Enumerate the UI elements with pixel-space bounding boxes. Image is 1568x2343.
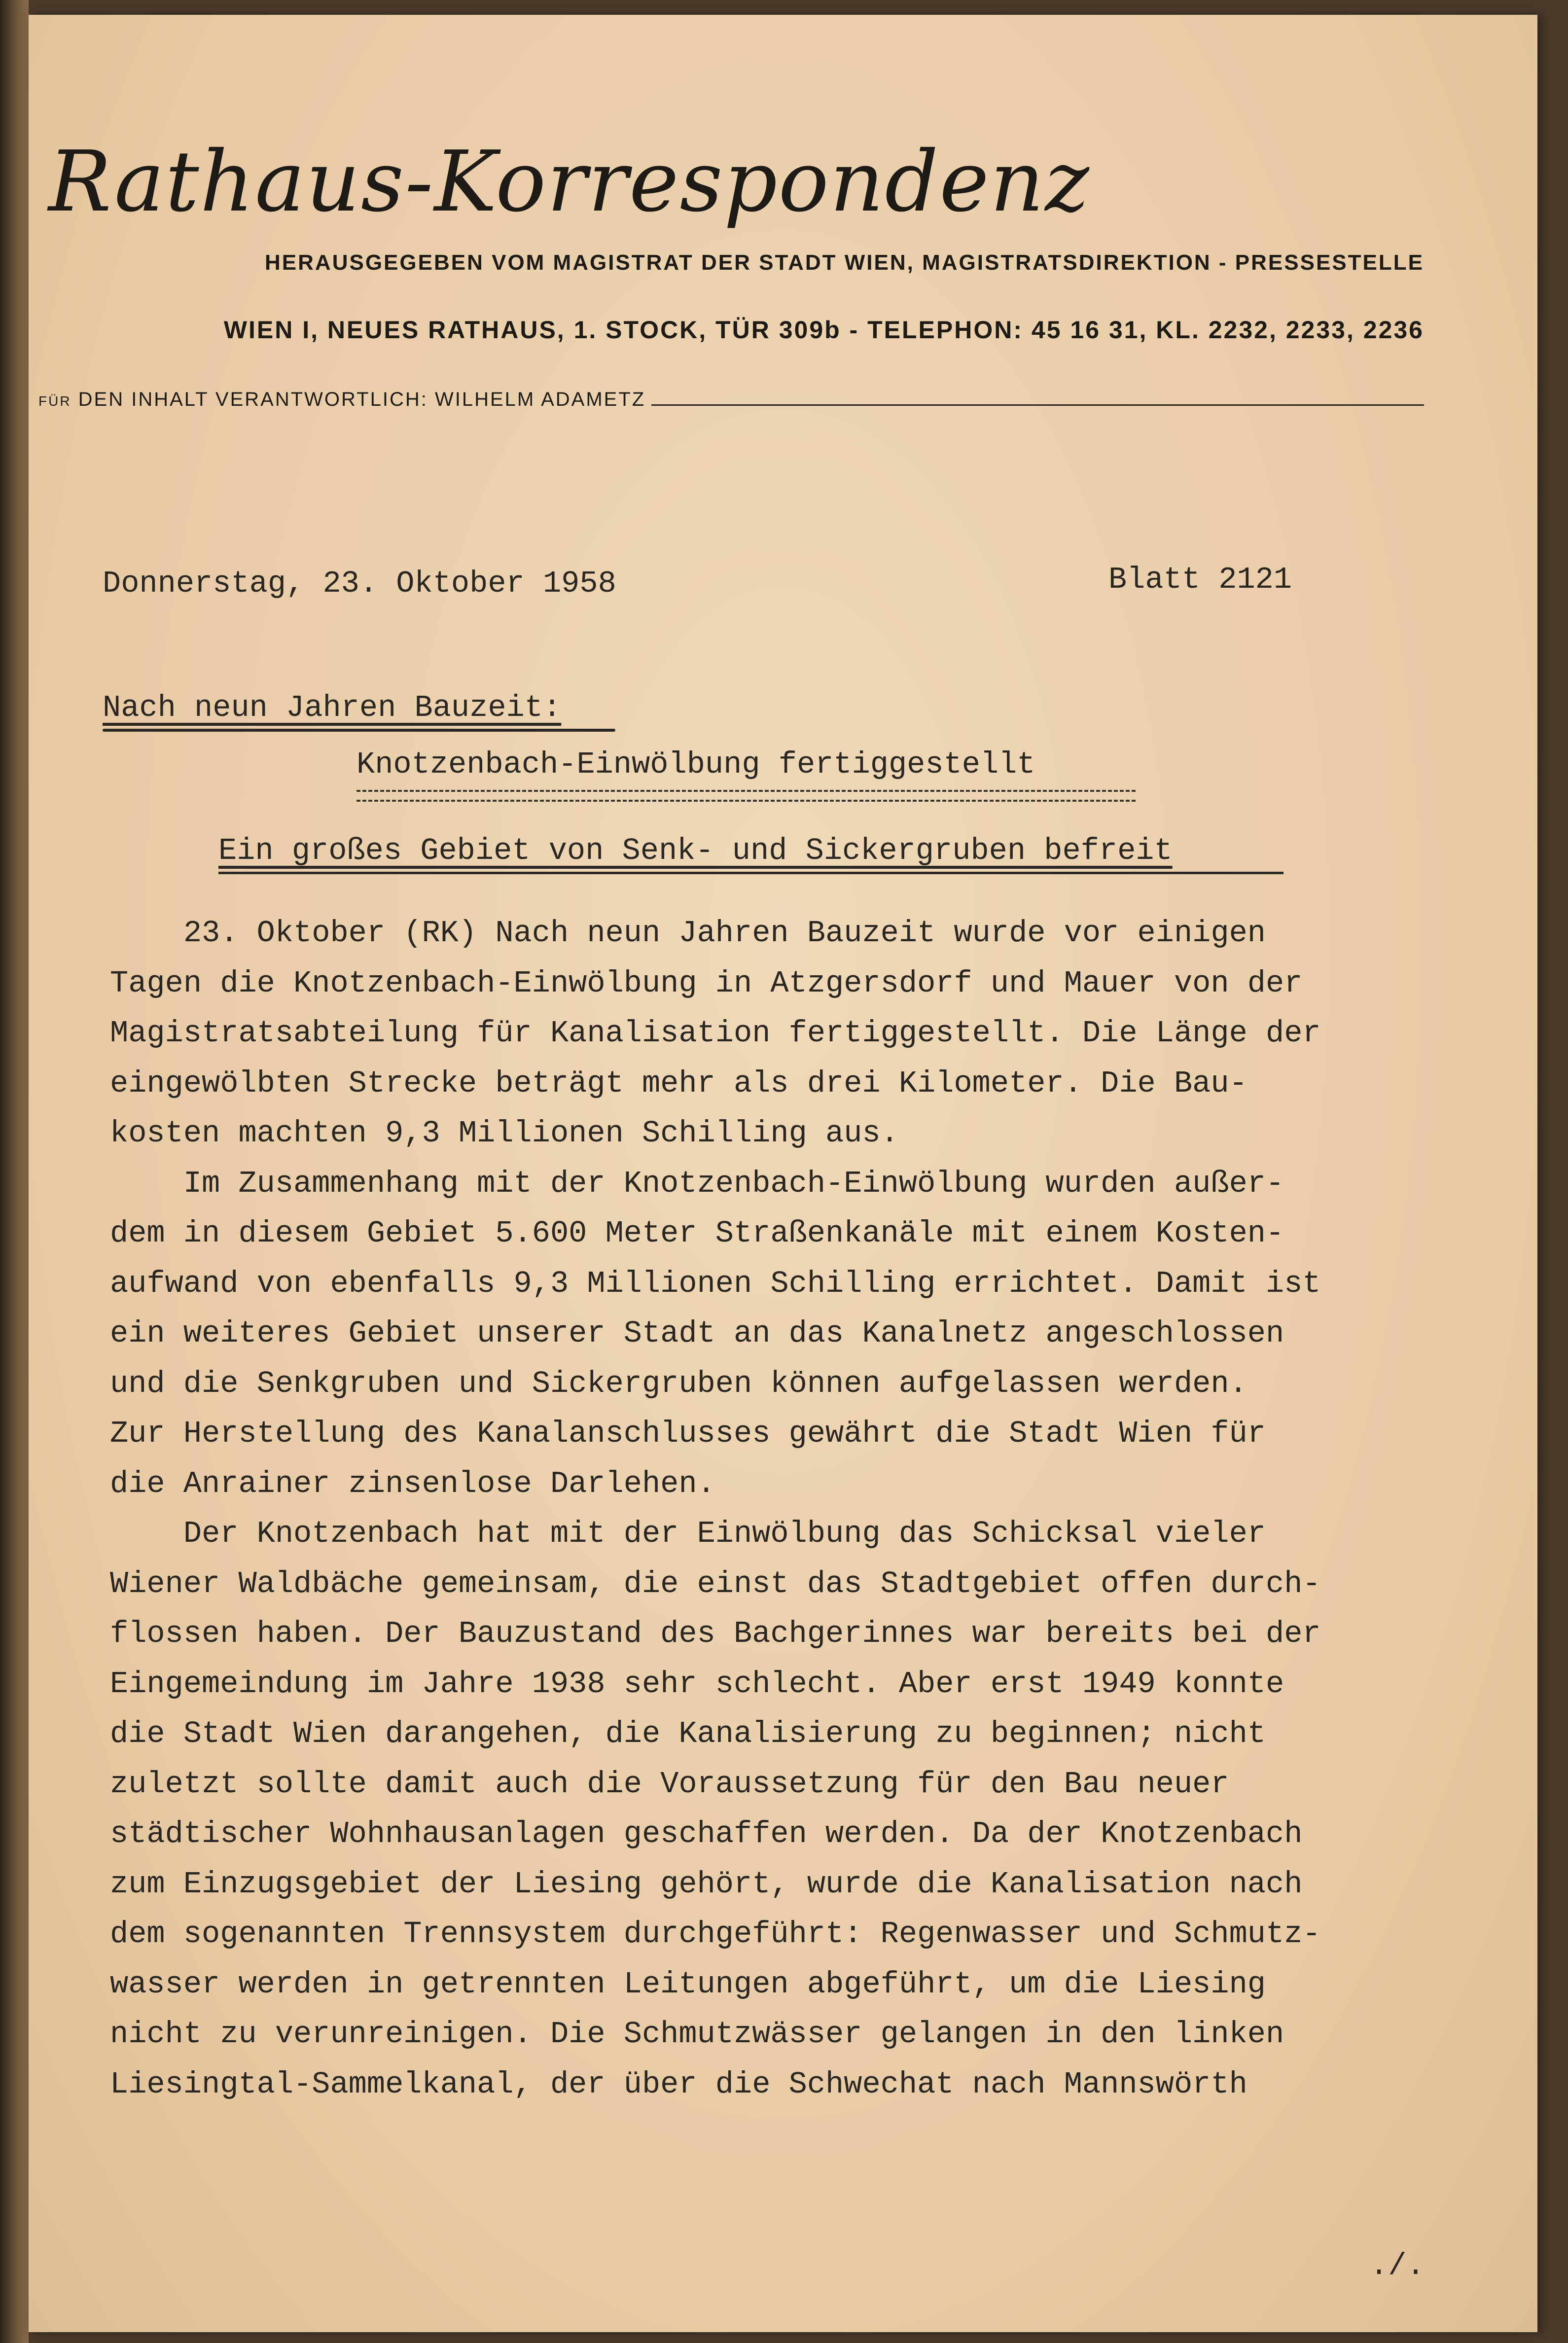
publisher-line: HERAUSGEGEBEN VOM MAGISTRAT DER STADT WIEN, MAGISTRATSDIREKTION - PRESSESTELLE	[265, 250, 1424, 275]
body-line: 23. Oktober (RK) Nach neun Jahren Bauzeit wurde vor einigen	[110, 916, 1266, 951]
article-headline: Knotzenbach-Einwölbung fertiggestellt	[356, 747, 1035, 782]
body-line: kosten machten 9,3 Millionen Schilling aus.	[110, 1116, 899, 1151]
body-line: Im Zusammenhang mit der Knotzenbach-Einwölbung wurden außer-	[110, 1166, 1284, 1201]
sheet-number: Blatt 2121	[1108, 562, 1292, 597]
body-line: die Anrainer zinsenlose Darlehen.	[110, 1466, 715, 1501]
masthead-title: Rathaus-Korrespondenz	[48, 133, 1090, 231]
continued-mark: ./.	[1370, 2248, 1425, 2283]
article-body	[110, 908, 1520, 2109]
article-subheadline: Ein großes Gebiet von Senk- und Sickergruben befreit	[218, 833, 1173, 868]
body-line: flossen haben. Der Bauzustand des Bachgerinnes war bereits bei der	[110, 1616, 1321, 1651]
body-line: Wiener Waldbäche gemeinsam, die einst das Stadtgebiet offen durch-	[110, 1566, 1321, 1601]
body-line: nicht zu verunreinigen. Die Schmutzwässer gelangen in den linken	[110, 2017, 1284, 2052]
body-line: die Stadt Wien darangehen, die Kanalisierung zu beginnen; nicht	[110, 1716, 1266, 1751]
book-binding	[0, 0, 29, 2343]
body-line: aufwand von ebenfalls 9,3 Millionen Schilling errichtet. Damit ist	[110, 1266, 1321, 1301]
body-line: Zur Herstellung des Kanalanschlusses gewährt die Stadt Wien für	[110, 1416, 1266, 1451]
responsible-text: DEN INHALT VERANTWORTLICH: WILHELM ADAMETZ	[71, 389, 646, 410]
responsible-rule	[651, 404, 1424, 406]
subheadline-underline	[218, 872, 1283, 874]
body-line: Tagen die Knotzenbach-Einwölbung in Atzgersdorf und Mauer von der	[110, 965, 1303, 1001]
body-line: städtischer Wohnhausanlagen geschaffen werden. Da der Knotzenbach	[110, 1816, 1303, 1851]
body-line: zuletzt sollte damit auch die Voraussetzung für den Bau neuer	[110, 1766, 1229, 1802]
body-line: Der Knotzenbach hat mit der Einwölbung das Schicksal vieler	[110, 1516, 1266, 1551]
responsible-prefix: FÜR	[38, 393, 71, 409]
body-line: Magistratsabteilung für Kanalisation fertiggestellt. Die Länge der	[110, 1016, 1321, 1051]
body-line: wasser werden in getrennten Leitungen abgeführt, um die Liesing	[110, 1966, 1266, 2002]
body-line: ein weiteres Gebiet unserer Stadt an das Kanalnetz angeschlossen	[110, 1316, 1284, 1351]
body-line: Eingemeindung im Jahre 1938 sehr schlecht. Aber erst 1949 konnte	[110, 1666, 1284, 1702]
responsible-line	[38, 389, 1424, 411]
body-line: zum Einzugsgebiet der Liesing gehört, wurde die Kanalisation nach	[110, 1866, 1303, 1902]
address-line: WIEN I, NEUES RATHAUS, 1. STOCK, TÜR 309b - TELEPHON: 45 16 31, KL. 2232, 2233, 2236	[223, 316, 1424, 344]
body-line: dem sogenannten Trennsystem durchgeführt: Regenwasser und Schmutz-	[110, 1917, 1321, 1952]
dateline-date: Donnerstag, 23. Oktober 1958	[103, 566, 616, 601]
body-line: dem in diesem Gebiet 5.600 Meter Straßenkanäle mit einem Kosten-	[110, 1216, 1284, 1251]
body-line: Liesingtal-Sammelkanal, der über die Schwechat nach Mannswörth	[110, 2066, 1247, 2102]
body-line: eingewölbten Strecke beträgt mehr als drei Kilometer. Die Bau-	[110, 1065, 1247, 1101]
headline-double-rule	[356, 790, 1136, 802]
document-page	[29, 15, 1537, 2332]
article-kicker: Nach neun Jahren Bauzeit:	[103, 690, 562, 725]
kicker-underline	[103, 729, 615, 732]
body-line: und die Senkgruben und Sickergruben können aufgelassen werden.	[110, 1366, 1247, 1401]
